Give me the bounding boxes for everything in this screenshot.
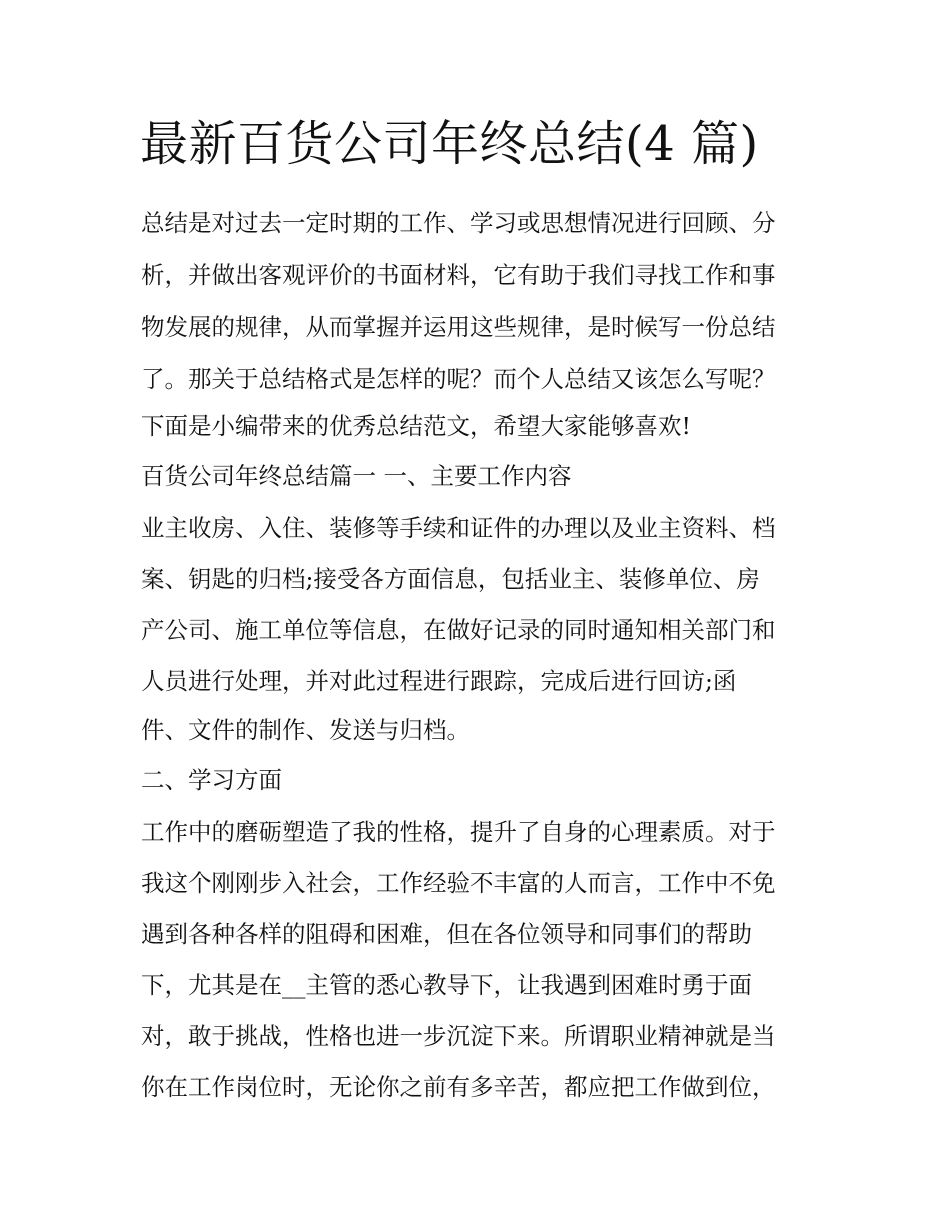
document-title: 最新百货公司年终总结(4 篇) [140, 116, 759, 172]
body-line-8: 遇到各种各样的阻碍和困难，但在各位领导和同事们的帮助 [141, 920, 752, 948]
body-line-2: 案、钥匙的归档;接受各方面信息，包括业主、装修单位、房 [141, 565, 760, 593]
intro-line-3: 物发展的规律，从而掌握并运用这些规律，是时候写一份总结 [141, 313, 776, 341]
body-line-7: 我这个刚刚步入社会，工作经验不丰富的人而言，工作中不免 [141, 869, 776, 897]
body-line-5: 件、文件的制作、发送与归档。 [141, 716, 470, 744]
intro-line-5: 下面是小编带来的优秀总结范文，希望大家能够喜欢! [141, 412, 691, 440]
intro-line-1: 总结是对过去一定时期的工作、学习或思想情况进行回顾、分 [141, 209, 776, 237]
body-line-4: 人员进行处理，并对此过程进行跟踪，完成后进行回访;函 [141, 667, 737, 695]
section-heading-1: 百货公司年终总结篇一 一、主要工作内容 [141, 462, 572, 490]
intro-line-2: 析，并做出客观评价的书面材料，它有助于我们寻找工作和事 [141, 261, 776, 289]
body-line-3: 产公司、施工单位等信息，在做好记录的同时通知相关部门和 [141, 616, 776, 644]
body-line-10: 对，敢于挑战，性格也进一步沉淀下来。所谓职业精神就是当 [141, 1022, 776, 1050]
body-line-6: 工作中的磨砺塑造了我的性格，提升了自身的心理素质。对于 [141, 818, 776, 846]
body-line-9: 下，尤其是在__主管的悉心教导下，让我遇到困难时勇于面 [141, 971, 752, 999]
section-heading-2: 二、学习方面 [141, 766, 282, 794]
intro-line-4: 了。那关于总结格式是怎样的呢？而个人总结又该怎么写呢？ [141, 365, 776, 393]
body-line-11: 你在工作岗位时，无论你之前有多辛苦，都应把工作做到位， [141, 1073, 776, 1101]
body-line-1: 业主收房、入住、装修等手续和证件的办理以及业主资料、档 [141, 514, 776, 542]
